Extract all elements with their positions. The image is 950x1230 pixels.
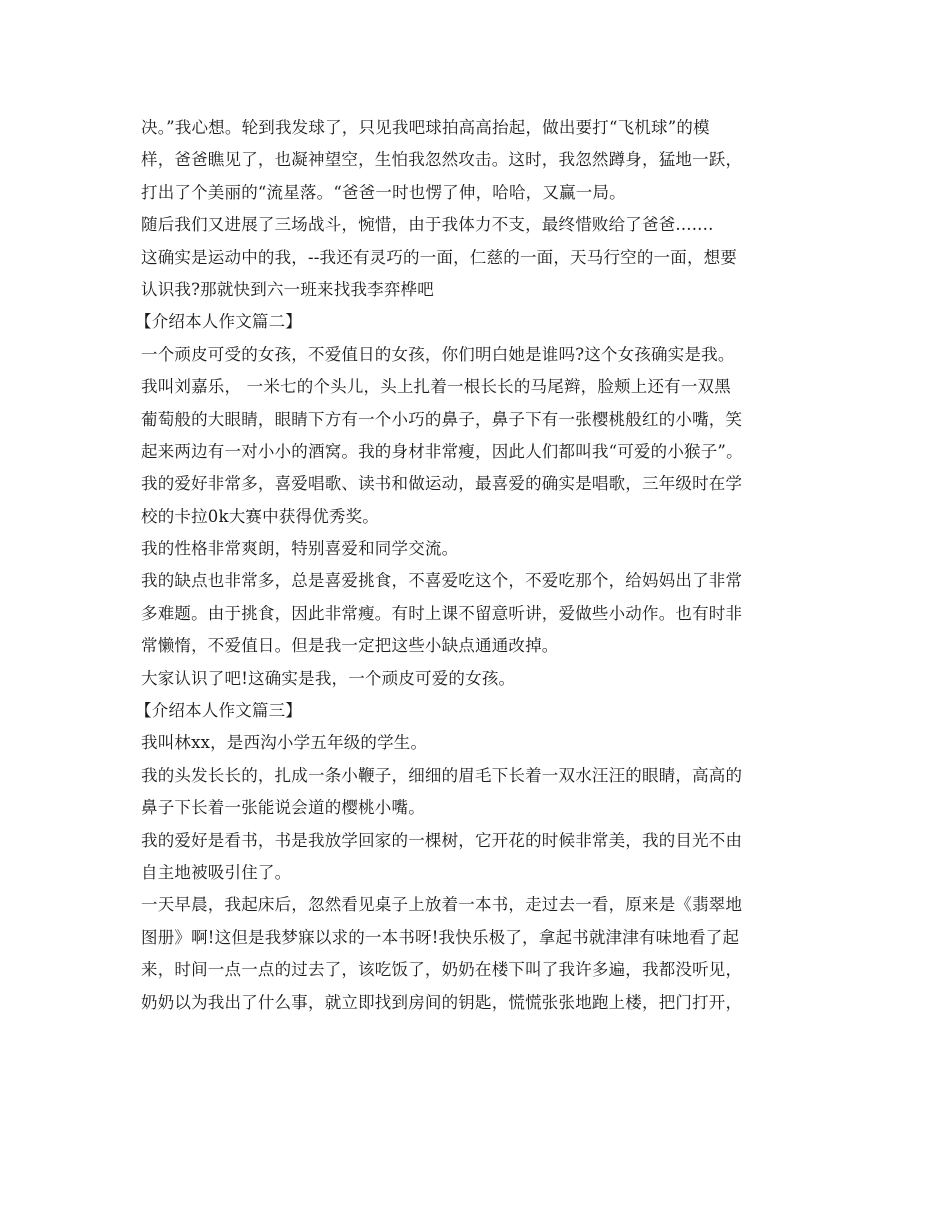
text-line: 自主地被吸引住了。 [141,862,292,882]
text-line: 来，时间一点一点的过去了，该吃饭了，奶奶在楼下叫了我许多遍，我都没听见， [141,960,743,980]
section-heading: 【介绍本人作文篇三】 [135,701,302,721]
text-line: 多难题。由于挑食，因此非常瘦。有时上课不留意听讲，爱做些小动作。也有时非 [141,603,743,623]
text-line: 我的性格非常爽朗，特别喜爱和同学交流。 [141,539,459,559]
text-line: 一天早晨，我起床后，忽然看见桌子上放着一本书，走过去一看，原来是《翡翠地 [141,895,743,915]
text-line: 一个顽皮可受的女孩，不爱值日的女孩，你们明白她是谁吗?这个女孩确实是我。 [141,344,735,364]
text-line: 我叫刘嘉乐， 一米七的个头儿，头上扎着一根长长的马尾辫，脸颊上还有一双黑 [141,377,731,397]
text-line: 样，爸爸瞧见了，也凝神望空，生怕我忽然攻击。这时，我忽然蹲身，猛地一跃， [141,150,743,170]
text-line: 认识我?那就快到六一班来找我李弈桦吧 [141,279,434,299]
text-line: 我的缺点也非常多，总是喜爱挑食，不喜爱吃这个，不爱吃那个，给妈妈出了非常 [141,571,743,591]
text-line: 起来两边有一对小小的酒窝。我的身材非常瘦，因此人们都叫我“可爱的小猴子”。 [141,441,743,461]
section-heading: 【介绍本人作文篇二】 [135,312,302,332]
text-line: 这确实是运动中的我，--我还有灵巧的一面，仁慈的一面，天马行空的一面，想要 [141,247,738,267]
text-line: 打出了个美丽的“流星落。“爸爸一时也愣了伸，哈哈，又赢一局。 [141,182,626,202]
text-line: 奶奶以为我出了什么事，就立即找到房间的钥匙，慌慌张张地跑上楼，把门打开， [141,992,743,1012]
text-line: 葡萄般的大眼睛，眼睛下方有一个小巧的鼻子，鼻子下有一张樱桃般红的小嘴，笑 [141,409,743,429]
text-line: 大家认识了吧!这确实是我，一个顽皮可爱的女孩。 [141,668,516,688]
text-line: 决。”我心想。轮到我发球了，只见我吧球拍高高抬起，做出要打“飞机球”的模 [141,118,710,137]
text-line: 随后我们又进展了三场战斗，惋惜，由于我体力不支，最终惜败给了爸爸....... [141,215,714,235]
text-line: 我叫林xx，是西沟小学五年级的学生。 [141,733,428,753]
text-line: 我的爱好非常多，喜爱唱歌、读书和做运动，最喜爱的确实是唱歌，三年级时在学 [141,474,743,494]
text-line: 图册》啊!这但是我梦寐以求的一本书呀!我快乐极了，拿起书就津津有味地看了起 [141,927,740,947]
text-line: 鼻子下长着一张能说会道的樱桃小嘴。 [141,798,425,818]
text-line: 常懒惰，不爱值日。但是我一定把这些小缺点通通改掉。 [141,636,559,656]
text-line: 校的卡拉0k大赛中获得优秀奖。 [141,506,379,526]
text-line: 我的爱好是看书，书是我放学回家的一棵树，它开花的时候非常美，我的目光不由 [141,830,743,850]
document-body [135,112,821,1019]
text-line: 我的头发长长的，扎成一条小鞭子，细细的眉毛下长着一双水汪汪的眼睛，高高的 [141,765,743,785]
